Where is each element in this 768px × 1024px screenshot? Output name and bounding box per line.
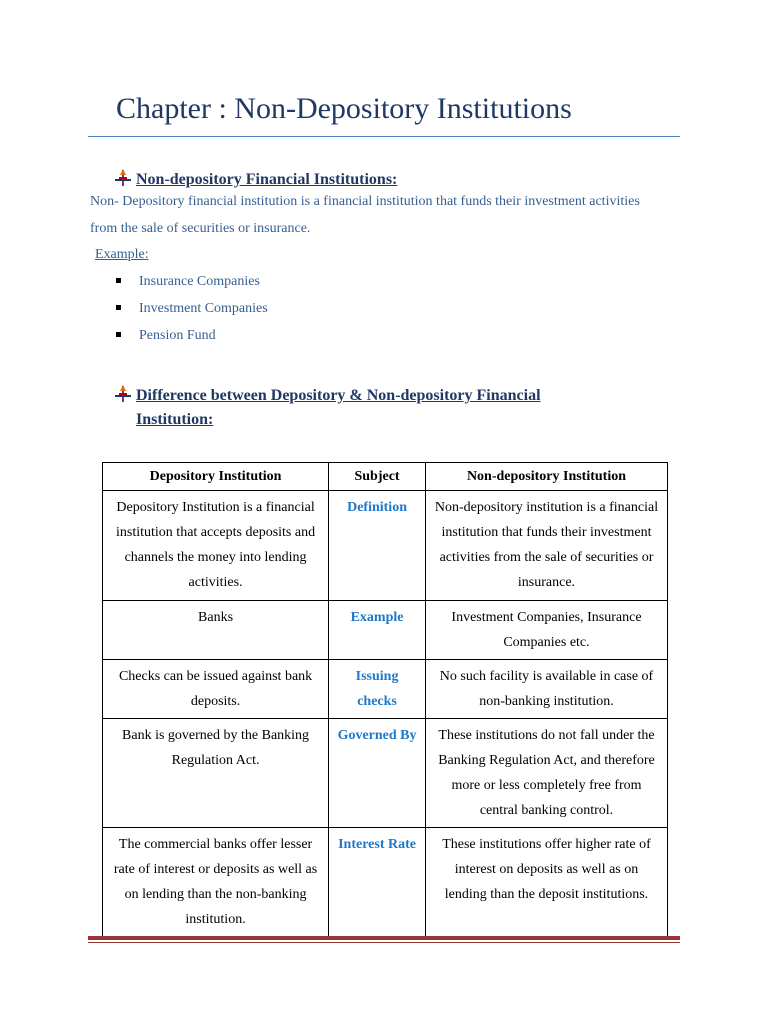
- example-label: Example:: [95, 247, 149, 262]
- column-header-depository: Depository Institution: [103, 463, 329, 491]
- cell-subject: Definition: [329, 491, 426, 601]
- page-title: Chapter : Non-Depository Institutions: [116, 92, 572, 125]
- table-row: [103, 828, 668, 938]
- cell-depository: Checks can be issued against bank deposits.: [103, 660, 329, 719]
- table-row: [103, 601, 668, 660]
- cell-depository: Depository Institution is a financial institution that accepts deposits and channels the money into lending activities.: [103, 491, 329, 601]
- cell-non-depository: These institutions do not fall under the Banking Regulation Act, and therefore more or less completely free from central banking control.: [425, 719, 667, 828]
- section-heading-text: Non-depository Financial Institutions:: [136, 171, 398, 188]
- cell-subject: Interest Rate: [329, 828, 426, 938]
- square-bullet-icon: [116, 278, 121, 283]
- table-row: [103, 491, 668, 601]
- table-header-row: [103, 463, 668, 491]
- table-row: [103, 660, 668, 719]
- arrow-bullet-icon: [114, 169, 132, 187]
- cell-non-depository: Investment Companies, Insurance Companies etc.: [425, 601, 667, 660]
- comparison-table: [102, 462, 668, 938]
- cell-subject: Issuing checks: [329, 660, 426, 719]
- cell-subject: Example: [329, 601, 426, 660]
- column-header-subject: Subject: [329, 463, 426, 491]
- column-header-non-depository: Non-depository Institution: [425, 463, 667, 491]
- list-item: [116, 295, 268, 322]
- list-item-text: Pension Fund: [139, 328, 216, 343]
- list-item-text: Investment Companies: [139, 301, 268, 316]
- cell-depository: Banks: [103, 601, 329, 660]
- section-heading-difference: [114, 384, 596, 432]
- cell-non-depository: No such facility is available in case of non-banking institution.: [425, 660, 667, 719]
- cell-non-depository: Non-depository institution is a financial institution that funds their investment activities from the sale of securities or insurance.: [425, 491, 667, 601]
- arrow-bullet-icon: [114, 385, 132, 403]
- example-list: [116, 268, 268, 349]
- footer-divider: [88, 936, 680, 944]
- table-row: [103, 719, 668, 828]
- cell-depository: Bank is governed by the Banking Regulation Act.: [103, 719, 329, 828]
- cell-subject: Governed By: [329, 719, 426, 828]
- square-bullet-icon: [116, 305, 121, 310]
- list-item: [116, 268, 268, 295]
- definition-paragraph: Non- Depository financial institution is a financial institution that funds their investment activities from the sale of securities or insurance.: [90, 194, 640, 236]
- cell-depository: The commercial banks offer lesser rate of interest or deposits as well as on lending than the non-banking institution.: [103, 828, 329, 938]
- cell-non-depository: These institutions offer higher rate of interest on deposits as well as on lending than the deposit institutions.: [425, 828, 667, 938]
- section-heading-text: Difference between Depository & Non-depository Financial Institution:: [136, 387, 541, 428]
- square-bullet-icon: [116, 332, 121, 337]
- list-item: [116, 322, 268, 349]
- title-divider: [88, 136, 680, 137]
- list-item-text: Insurance Companies: [139, 274, 260, 289]
